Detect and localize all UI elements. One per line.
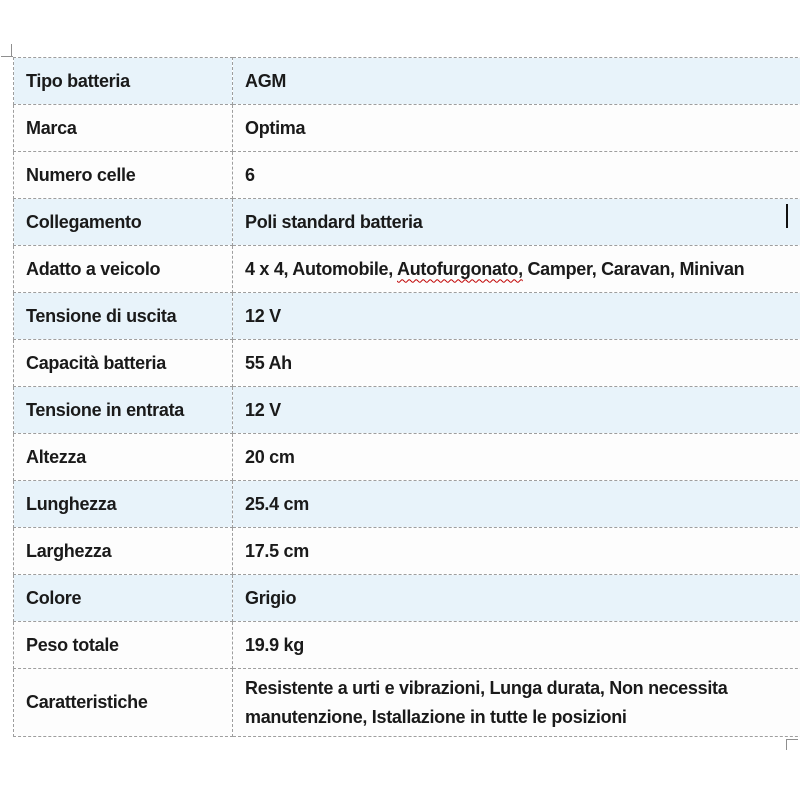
table-row xyxy=(14,246,800,293)
spec-label: Tensione in entrata xyxy=(14,387,233,434)
crop-mark-bottom-right xyxy=(786,739,798,740)
spec-value xyxy=(233,246,800,293)
spec-value: 12 V xyxy=(233,387,800,434)
table-row xyxy=(14,528,800,575)
spec-value: 20 cm xyxy=(233,434,800,481)
spec-value: 17.5 cm xyxy=(233,528,800,575)
spec-label: Peso totale xyxy=(14,622,233,669)
spec-value: Poli standard batteria xyxy=(233,199,800,246)
spec-label: Tensione di uscita xyxy=(14,293,233,340)
table-row xyxy=(14,152,800,199)
spec-label: Caratteristiche xyxy=(14,669,233,737)
spec-label: Larghezza xyxy=(14,528,233,575)
spec-label: Collegamento xyxy=(14,199,233,246)
value-text-line2: manutenzione, Istallazione in tutte le posizioni xyxy=(245,706,627,727)
spec-value: 6 xyxy=(233,152,800,199)
table-row xyxy=(14,105,800,152)
spec-value xyxy=(233,669,800,737)
table-row xyxy=(14,434,800,481)
spec-label: Tipo batteria xyxy=(14,58,233,105)
table-row xyxy=(14,481,800,528)
battery-spec-table xyxy=(13,57,800,737)
table-row xyxy=(14,387,800,434)
spec-value: 25.4 cm xyxy=(233,481,800,528)
table-row xyxy=(14,622,800,669)
spec-label: Marca xyxy=(14,105,233,152)
spec-label: Adatto a veicolo xyxy=(14,246,233,293)
table-row xyxy=(14,58,800,105)
spec-label: Lunghezza xyxy=(14,481,233,528)
table-row xyxy=(14,293,800,340)
text-cursor xyxy=(786,204,788,228)
spec-label: Colore xyxy=(14,575,233,622)
spec-label: Numero celle xyxy=(14,152,233,199)
spec-value: AGM xyxy=(233,58,800,105)
crop-mark-bottom-right xyxy=(786,739,787,750)
spec-label: Altezza xyxy=(14,434,233,481)
spec-value: 12 V xyxy=(233,293,800,340)
value-text: Camper, Caravan, Minivan xyxy=(522,258,745,279)
spec-value: 19.9 kg xyxy=(233,622,800,669)
misspelled-word: Autofurgonato, xyxy=(397,258,523,279)
spec-label: Capacità batteria xyxy=(14,340,233,387)
spec-value: Optima xyxy=(233,105,800,152)
value-text-line1: Resistente a urti e vibrazioni, Lunga durata, Non necessita xyxy=(245,677,728,698)
spec-value: 55 Ah xyxy=(233,340,800,387)
table-row xyxy=(14,340,800,387)
spec-value: Grigio xyxy=(233,575,800,622)
table-row xyxy=(14,199,800,246)
value-text: 4 x 4, Automobile, xyxy=(245,258,397,279)
table-row xyxy=(14,669,800,737)
crop-mark-top-left xyxy=(1,56,13,57)
table-row xyxy=(14,575,800,622)
